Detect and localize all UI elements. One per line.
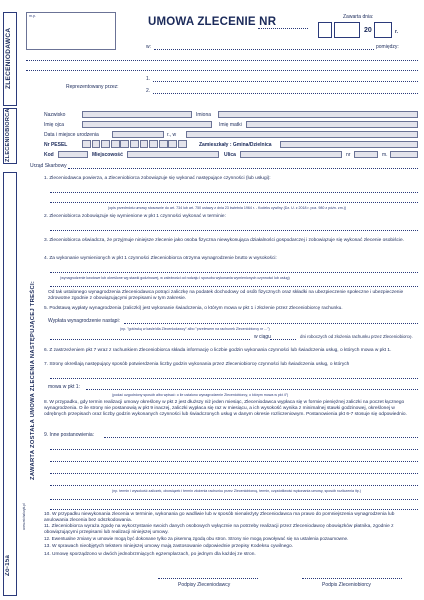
postcode-label: Kod [44, 152, 54, 158]
flat-field[interactable] [390, 151, 418, 158]
pesel-digit-cell[interactable] [178, 140, 187, 148]
street-label: Ulica [224, 152, 236, 158]
rep-1-label: 1. [146, 76, 151, 82]
father-field[interactable] [82, 121, 212, 128]
first-name-label: Imiona [196, 112, 212, 118]
clause-5-days-field[interactable] [270, 339, 296, 340]
contract-title: UMOWA ZLECENIE NR [148, 16, 277, 28]
clause-1: 1. Zleceniodawca powierza, a Zleceniobiorca zobowiązuje się wykonać następujące czynności (lub usługi): [44, 176, 271, 181]
year-suffix: r. [395, 29, 399, 35]
clause-4-line-2[interactable] [50, 286, 418, 287]
publisher-site: www.michalczyk.pl [22, 503, 26, 530]
party-line-2[interactable] [26, 70, 418, 71]
body-side-strip [3, 172, 17, 596]
clause-2: 2. Zleceniobiorca zobowiązuje się wymienione w pkt 1 czynności wykonać w terminie: [44, 214, 226, 219]
publisher-code: Zo-15a [5, 554, 11, 576]
clause-11: 11. Zleceniobiorca wyraża zgodę na wykorzystanie swoich danych osobowych wyłącznie na potrzeby realizacji przez Zleceniodawcę obowiązków płatnika, zgodnie z obowiązującymi przepisami lub realizacji niniejszej umowy. [44, 524, 394, 535]
clause-4-note: (wynagrodzenie kwotowe lub określone wg stawki godzinowej, w zależności od rodzaju i sposobu wykonania wymienionych czynności lub usług) [60, 276, 290, 280]
tax-office-label: Urząd Skarbowy [30, 163, 67, 169]
pesel-digit-cell[interactable] [159, 140, 168, 148]
pesel-cells[interactable] [82, 140, 192, 148]
signature-right-line[interactable] [302, 578, 402, 579]
signature-left-line[interactable] [158, 578, 258, 579]
clause-14: 14. Umowę sporządzono w dwóch jednobrzmiących egzemplarzach, po jednym dla każdej ze stron. [44, 552, 256, 557]
stamp-label: m.p. [29, 14, 36, 18]
mother-label: Imię matki [219, 122, 242, 128]
side-label-zleceniobiorca: ZLECENIOBIORCA [5, 108, 11, 162]
rep-1-field[interactable] [153, 81, 418, 82]
pesel-digit-cell[interactable] [82, 140, 91, 148]
clause-5-pay-note: (np. "gotówką w kasie/dla Zleceniodawcy" albo "przelewem na rachunek Zleceniobiorcy nr ...") [120, 327, 270, 331]
city-field[interactable] [127, 151, 219, 158]
clause-5-line-2[interactable] [50, 339, 250, 340]
pesel-digit-cell[interactable] [130, 140, 139, 148]
birth-mid-label: r., w [167, 132, 177, 138]
clause-9: 9. Inne postanowienia: [44, 432, 95, 438]
between-label: pomiędzy: [376, 44, 399, 50]
stamp-box [26, 12, 116, 50]
clause-4-line-1[interactable] [50, 272, 418, 273]
clause-2-line[interactable] [50, 230, 418, 231]
clause-9-line-4[interactable] [50, 473, 418, 474]
place-field[interactable] [154, 49, 374, 50]
rep-label: Reprezentowany przez: [66, 84, 119, 90]
clause-5-in-label: w ciągu [254, 334, 271, 340]
date-day-cell[interactable] [318, 22, 332, 38]
birth-place-field[interactable] [186, 131, 418, 138]
postcode-field[interactable] [58, 151, 88, 158]
residence-field[interactable] [280, 141, 418, 148]
clause-1-note: (opis przedmiotu umowy stosownie do art. 734 lub art. 750 ustawy z dnia 23 kwietnia 1964 r. - Kodeks cywilny (Dz. U. z 2018 r. poz. 980 z późn. zm.)) [108, 206, 347, 210]
clause-9-note: (np. termin i wysokość zaliczek, obowiązek i termin złożenia rachunku przez Zleceniobiorcę, termin, częstotliwość wykonania umowy, sposób rozliczenia itp.) [112, 489, 362, 493]
clause-8: 8. W przypadku, gdy termin realizacji umowy określony w pkt 2 jest dłuższy niż jeden miesiąc, Zleceniodawca wypłaca się w formie pieniężnej zaliczki na poczet łącznego wynagrodzenia. O ile strony nie postanowią w pkt 9 inaczej, zaliczki wypłaca się raz w miesiącu, a ich wysokość wynika z minimalnej stawki godzinowej, określonej w odrębnych przepisach oraz liczby godzin wykonanych czynności lub świadczonych usług w danym okresie rozliczeniowym. Postanowienia pkt 6-7 stosuje się odpowiednio. [44, 400, 407, 417]
clause-7-note: (podać uzgodniony sposób albo wpisać: o ile ustalono wynagrodzenie Zleceniobiorcy, o którym mowa w pkt 4") [112, 393, 289, 397]
side-main-label: ZAWARTA ZOSTAŁA UMOWA ZLECENIA NASTĘPUJĄCEJ TREŚCI: [30, 280, 36, 480]
clause-6: 6. Z zastrzeżeniem pkt 7 wraz z rachunkiem Zleceniobiorca składa informację o liczbie godzin wykonania czynności lub świadczenia usług, o których mowa w pkt 1. [44, 348, 392, 353]
clause-7-line-1[interactable] [50, 378, 418, 379]
house-field[interactable] [354, 151, 378, 158]
pesel-digit-cell[interactable] [101, 140, 110, 148]
clause-7: 7. Strony określają następujący sposób potwierdzenia liczby godzin wykonania przez Zleceniobiorcę czynności lub świadczenia usług, o których [44, 362, 350, 367]
party-line-1[interactable] [26, 60, 418, 61]
clause-5: 5. Podstawą wypłaty wynagrodzenia (zaliczki) jest wykonanie świadczenia, o którym mowa w pkt 1 i złożenie przez Zleceniobiorcę rachunku. [44, 306, 343, 311]
signature-right-label: Podpis Zleceniobiorcy [322, 582, 371, 588]
place-label: w: [146, 44, 151, 50]
rep-2-field[interactable] [153, 93, 418, 94]
mother-field[interactable] [246, 121, 418, 128]
clause-4: 4. Za wykonanie wymienionych w pkt 1 czynności Zleceniobiorca otrzyma wynagrodzenie brutto w wysokości: [44, 256, 277, 261]
clause-10: 10. W przypadku niewykonania zlecenia w terminie, wykonania go wadliwie lub w sposób nienależyty Zleceniodawca ma prawo do pomniejszenia wynagrodzenia lub anulowania zlecenia bez odszkodowania. [44, 512, 395, 523]
clause-1-line-2[interactable] [50, 202, 418, 203]
date-year-cell[interactable] [374, 22, 392, 38]
first-name-field[interactable] [218, 111, 418, 118]
pesel-digit-cell[interactable] [120, 140, 129, 148]
surname-label: Nazwisko [44, 112, 66, 118]
residence-label: Zamieszkały : Gmina/Dzielnica [199, 142, 272, 148]
clause-5-pay-label: Wypłata wynagrodzenie nastąpi: [48, 318, 120, 324]
side-small-text [22, 180, 26, 530]
clause-9-line-6[interactable] [50, 499, 418, 500]
birth-label: Data i miejsce urodzenia [44, 132, 99, 138]
city-label: Miejscowość [92, 152, 123, 158]
date-month-cell[interactable] [334, 22, 360, 38]
pesel-digit-cell[interactable] [92, 140, 101, 148]
clause-4b: Od tak ustalonego wynagrodzenia Zleceniodawca potrąci zaliczkę na podatek dochodowy od osób fizycznych oraz składki na ubezpieczenie społeczne i ubezpieczenie zdrowotne zgodnie z obowiązującymi przepisami w tym zakresie. [48, 290, 404, 301]
clause-5-days-label: dni roboczych od złożenia rachunku przez Zleceniobiorcę. [300, 334, 413, 339]
signature-left-label: Podpisy Zleceniodawcy [178, 582, 231, 588]
rep-2-label: 2. [146, 88, 151, 94]
clause-1-line-1[interactable] [50, 192, 418, 193]
pesel-digit-cell[interactable] [168, 140, 177, 148]
contract-number-field[interactable] [258, 28, 308, 29]
birth-date-field[interactable] [112, 131, 164, 138]
surname-field[interactable] [82, 111, 192, 118]
street-field[interactable] [240, 151, 342, 158]
clause-13: 13. W sprawach nieobjętych tekstem niniejszej umowy mają zastosowanie odpowiednie przepisy Kodeksu cywilnego. [44, 544, 294, 549]
house-label: nr [346, 152, 351, 158]
tax-office-field[interactable] [68, 168, 418, 169]
clause-3: 3. Zleceniobiorca oświadcza, że przyjmuje niniejsze zlecenie jako osoba fizyczna niewykonująca działalności gospodarczej i zobowiązuje się wykonać zlecenie osobiście. [44, 238, 404, 243]
flat-label: m. [382, 152, 388, 158]
side-label-zleceniodawca: ZLECENIODAWCA [5, 27, 12, 89]
pesel-digit-cell[interactable] [111, 140, 120, 148]
pesel-label: Nr PESEL [44, 142, 68, 148]
clause-12: 12. Ewentualne zmiany w umowie mogą być dokonane tylko za pisemną zgodą obu stron. Strony nie mogą powoływać się na ustalenia pozaumowne. [44, 536, 349, 541]
pesel-digit-cell[interactable] [149, 140, 158, 148]
clause-9-line-5[interactable] [50, 485, 418, 486]
clause-7-line-2[interactable] [86, 389, 418, 390]
clause-9-line-3[interactable] [50, 461, 418, 462]
clause-9-line-7[interactable] [50, 509, 418, 510]
year-prefix: 20 [364, 27, 372, 34]
pesel-digit-cell[interactable] [140, 140, 149, 148]
father-label: Imię ojca [44, 122, 65, 128]
clause-9-line-2[interactable] [50, 449, 418, 450]
clause-7-mowa: mowa w pkt 1: [48, 384, 80, 390]
clause-5-pay-line[interactable] [124, 323, 418, 324]
date-label: Zawarta dnia: [343, 14, 374, 20]
clause-9-line-1[interactable] [104, 437, 418, 438]
